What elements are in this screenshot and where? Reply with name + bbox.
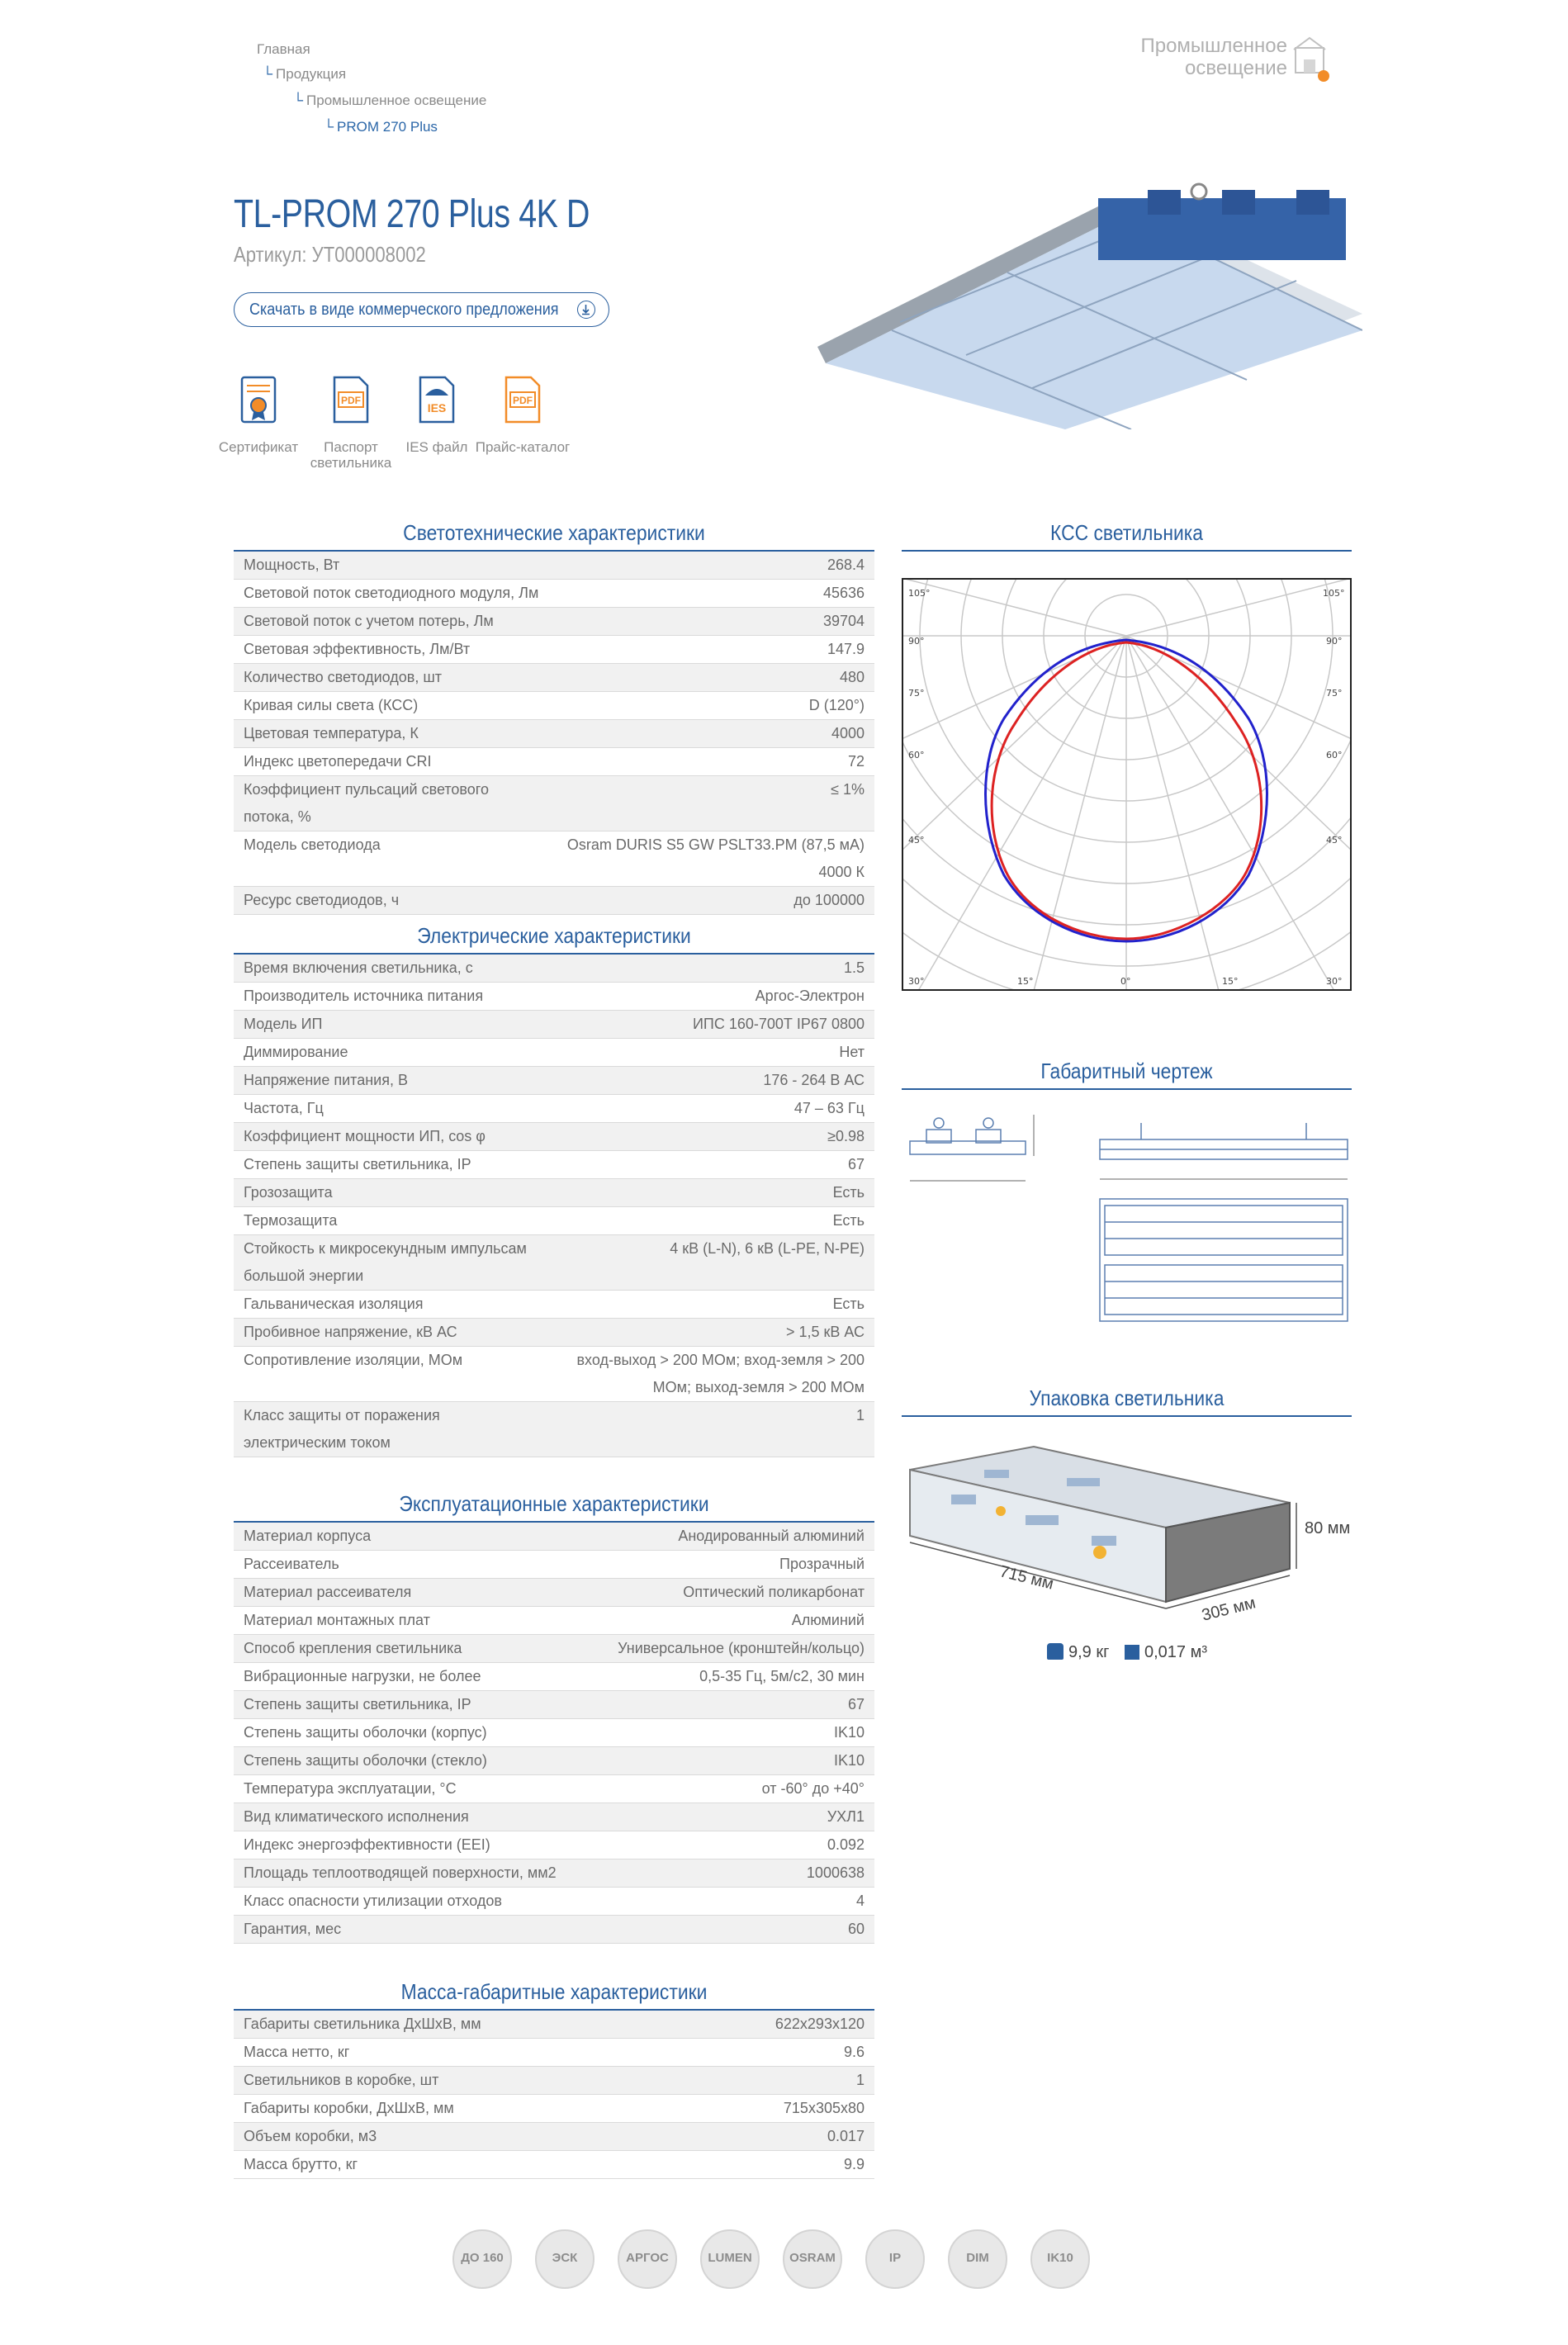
spec-label: Гарантия, мес <box>234 1916 590 1944</box>
kss-label: 30° <box>1326 976 1343 987</box>
spec-label: Напряжение питания, В <box>234 1067 554 1095</box>
category-label[interactable]: Промышленное освещение <box>1140 35 1287 79</box>
breadcrumb-home[interactable]: Главная <box>257 41 310 57</box>
spec-label: Количество светодиодов, шт <box>234 664 549 692</box>
svg-text:IES: IES <box>427 401 447 415</box>
operation-spec-table <box>234 1523 874 1944</box>
divider <box>902 550 1352 552</box>
spec-value: 4 кВ (L-N), 6 кВ (L-PE, N-PE) <box>554 1235 874 1291</box>
warehouse-icon <box>1292 33 1334 83</box>
tree-branch-icon: └ <box>263 66 273 82</box>
spec-value: 4 <box>590 1888 874 1916</box>
table-row <box>234 2151 874 2179</box>
table-row <box>234 1235 874 1291</box>
spec-value: 176 - 264 В АС <box>554 1067 874 1095</box>
spec-value: 67 <box>590 1691 874 1719</box>
spec-value: 47 – 63 Гц <box>554 1095 874 1123</box>
section-title-light: Светотехнические характеристики <box>403 520 705 545</box>
package-width: 305 мм <box>1200 1594 1258 1625</box>
spec-label: Время включения светильника, с <box>234 955 554 983</box>
spec-label: Модель светодиода <box>234 831 549 887</box>
spec-value: D (120°) <box>549 692 874 720</box>
table-row <box>234 1123 874 1151</box>
spec-value: 1.5 <box>554 955 874 983</box>
spec-value: Оптический поликарбонат <box>590 1579 874 1607</box>
kss-label: 45° <box>908 835 925 846</box>
package-length: 715 мм <box>997 1562 1056 1594</box>
spec-value: Прозрачный <box>590 1551 874 1579</box>
spec-label: Материал корпуса <box>234 1523 590 1551</box>
spec-label: Диммирование <box>234 1039 554 1067</box>
spec-label: Коэффициент мощности ИП, cos φ <box>234 1123 554 1151</box>
logo-osram: OSRAM <box>783 2229 842 2289</box>
doc-passport[interactable] <box>301 376 400 471</box>
table-row <box>234 1319 874 1347</box>
logo-esk: ЭСК <box>535 2229 595 2289</box>
table-row <box>234 1579 874 1607</box>
spec-label: Световой поток светодиодного модуля, Лм <box>234 580 549 608</box>
spec-value: 268.4 <box>549 552 874 580</box>
spec-value: IK10 <box>590 1747 874 1775</box>
spec-label: Вид климатического исполнения <box>234 1803 590 1831</box>
doc-price-catalog[interactable] <box>473 376 572 455</box>
spec-label: Коэффициент пульсаций светового потока, % <box>234 776 549 831</box>
product-title: TL-PROM 270 Plus 4K D <box>234 192 590 236</box>
table-row <box>234 1607 874 1635</box>
spec-value: Анодированный алюминий <box>590 1523 874 1551</box>
spec-label: Световая эффективность, Лм/Вт <box>234 636 549 664</box>
spec-label: Грозозащита <box>234 1179 554 1207</box>
divider <box>902 1088 1352 1090</box>
table-row <box>234 1011 874 1039</box>
spec-label: Стойкость к микросекундным импульсам большой энергии <box>234 1235 554 1291</box>
table-row <box>234 1151 874 1179</box>
spec-label: Температура эксплуатации, °С <box>234 1775 590 1803</box>
svg-text:PDF: PDF <box>341 395 361 406</box>
spec-label: Вибрационные нагрузки, не более <box>234 1663 590 1691</box>
spec-value: 715x305x80 <box>684 2095 874 2123</box>
spec-value: 0.092 <box>590 1831 874 1859</box>
table-row <box>234 1888 874 1916</box>
breadcrumb-current: └ PROM 270 Plus <box>324 119 438 135</box>
mass-spec-table <box>234 2011 874 2179</box>
spec-value: Алюминий <box>590 1607 874 1635</box>
certificate-icon <box>239 376 278 425</box>
spec-value: 480 <box>549 664 874 692</box>
kss-label: 90° <box>1326 636 1343 647</box>
spec-value: 147.9 <box>549 636 874 664</box>
spec-label: Площадь теплоотводящей поверхности, мм2 <box>234 1859 590 1888</box>
spec-value: 9.6 <box>684 2039 874 2067</box>
product-image <box>801 182 1362 429</box>
table-row <box>234 1691 874 1719</box>
table-row <box>234 983 874 1011</box>
divider <box>902 1415 1352 1417</box>
table-row <box>234 2123 874 2151</box>
logo-argos: АРГОС <box>618 2229 677 2289</box>
spec-label: Габариты коробки, ДхШхВ, мм <box>234 2095 684 2123</box>
kss-label: 90° <box>908 636 925 647</box>
electrical-spec-table <box>234 955 874 1457</box>
spec-label: Степень защиты оболочки (корпус) <box>234 1719 590 1747</box>
table-row <box>234 1859 874 1888</box>
table-row <box>234 664 874 692</box>
spec-label: Пробивное напряжение, кВ АС <box>234 1319 554 1347</box>
svg-text:PDF: PDF <box>513 395 533 406</box>
kss-label: 105° <box>908 588 931 599</box>
table-row <box>234 1095 874 1123</box>
light-spec-table <box>234 552 874 915</box>
ies-icon <box>417 376 457 425</box>
spec-label: Светильников в коробке, шт <box>234 2067 684 2095</box>
spec-value: ≥0.98 <box>554 1123 874 1151</box>
spec-value: 1 <box>684 2067 874 2095</box>
table-row <box>234 1831 874 1859</box>
box-icon <box>1125 1645 1139 1660</box>
spec-label: Индекс энергоэффективности (EEI) <box>234 1831 590 1859</box>
spec-label: Ресурс светодиодов, ч <box>234 887 549 915</box>
table-row <box>234 2095 874 2123</box>
doc-label: IES файл <box>405 439 468 455</box>
spec-label: Производитель источника питания <box>234 983 554 1011</box>
spec-label: Индекс цветопередачи CRI <box>234 748 549 776</box>
spec-value: 0,5-35 Гц, 5м/с2, 30 мин <box>590 1663 874 1691</box>
spec-value: Osram DURIS S5 GW PSLT33.PM (87,5 мА) 4000 К <box>549 831 874 887</box>
table-row <box>234 1039 874 1067</box>
download-icon <box>577 301 595 319</box>
kss-label: 60° <box>908 750 925 760</box>
breadcrumb-industrial[interactable]: └ Промышленное освещение <box>293 92 487 108</box>
table-row <box>234 1551 874 1579</box>
weight-icon <box>1047 1643 1063 1660</box>
section-title-mass: Масса-габаритные характеристики <box>400 1979 708 2004</box>
table-row <box>234 552 874 580</box>
package-volume: 0,017 м³ <box>1125 1643 1207 1662</box>
spec-label: Сопротивление изоляции, МОм <box>234 1347 554 1402</box>
doc-label: Сертификат <box>218 439 299 455</box>
spec-label: Степень защиты светильника, IP <box>234 1151 554 1179</box>
spec-label: Масса нетто, кг <box>234 2039 684 2067</box>
spec-label: Кривая силы света (КСС) <box>234 692 549 720</box>
dimensional-drawing <box>902 1106 1352 1329</box>
spec-label: Мощность, Вт <box>234 552 549 580</box>
spec-label: Габариты светильника ДхШхВ, мм <box>234 2011 684 2039</box>
download-offer-label: Скачать в виде коммерческого предложения <box>249 301 559 319</box>
table-row <box>234 2039 874 2067</box>
doc-certificate[interactable] <box>209 376 308 455</box>
package-height: 80 мм <box>1305 1519 1351 1537</box>
table-row <box>234 1803 874 1831</box>
spec-label: Масса брутто, кг <box>234 2151 684 2179</box>
spec-value: 622x293x120 <box>684 2011 874 2039</box>
logo-dim: DIM <box>948 2229 1007 2289</box>
doc-label: Прайс-каталог <box>475 439 571 455</box>
spec-value: 39704 <box>549 608 874 636</box>
spec-value: 1000638 <box>590 1859 874 1888</box>
spec-value: 45636 <box>549 580 874 608</box>
table-row <box>234 608 874 636</box>
spec-value: ИПС 160-700Т IP67 0800 <box>554 1011 874 1039</box>
spec-label: Модель ИП <box>234 1011 554 1039</box>
spec-label: Степень защиты оболочки (стекло) <box>234 1747 590 1775</box>
section-title-kss: КСС светильника <box>1050 520 1203 545</box>
spec-value: 72 <box>549 748 874 776</box>
table-row <box>234 1067 874 1095</box>
spec-value: УХЛ1 <box>590 1803 874 1831</box>
spec-value: 60 <box>590 1916 874 1944</box>
spec-value: Универсальное (кронштейн/кольцо) <box>590 1635 874 1663</box>
spec-value: IK10 <box>590 1719 874 1747</box>
table-row <box>234 2067 874 2095</box>
spec-label: Класс опасности утилизации отходов <box>234 1888 590 1916</box>
table-row <box>234 748 874 776</box>
spec-value: Аргос-Электрон <box>554 983 874 1011</box>
table-row <box>234 1207 874 1235</box>
table-row <box>234 1523 874 1551</box>
table-row <box>234 1291 874 1319</box>
kss-label: 60° <box>1326 750 1343 760</box>
spec-value: от -60° до +40° <box>590 1775 874 1803</box>
spec-value: 9.9 <box>684 2151 874 2179</box>
table-row <box>234 1635 874 1663</box>
table-row <box>234 1719 874 1747</box>
table-row <box>234 776 874 831</box>
pdf-icon <box>331 376 371 425</box>
section-title-electrical: Электрические характеристики <box>417 923 691 948</box>
spec-value: до 100000 <box>549 887 874 915</box>
logo-lumen: LUMEN <box>700 2229 760 2289</box>
table-row <box>234 580 874 608</box>
table-row <box>234 636 874 664</box>
spec-label: Материал рассеивателя <box>234 1579 590 1607</box>
spec-value: вход-выход > 200 МОм; вход-земля > 200 МОм; выход-земля > 200 МОм <box>554 1347 874 1402</box>
table-row <box>234 831 874 887</box>
table-row <box>234 1402 874 1457</box>
spec-value: Нет <box>554 1039 874 1067</box>
package-image <box>902 1437 1352 1627</box>
kss-label: 15° <box>1222 976 1239 987</box>
spec-label: Рассеиватель <box>234 1551 590 1579</box>
spec-label: Материал монтажных плат <box>234 1607 590 1635</box>
section-title-drawing: Габаритный чертеж <box>1040 1059 1213 1083</box>
product-article: Артикул: УТ000008002 <box>234 242 426 267</box>
spec-value: 1 <box>554 1402 874 1457</box>
table-row <box>234 955 874 983</box>
spec-label: Термозащита <box>234 1207 554 1235</box>
spec-value: ≤ 1% <box>549 776 874 831</box>
spec-value: Есть <box>554 1179 874 1207</box>
spec-label: Частота, Гц <box>234 1095 554 1123</box>
tree-branch-icon: └ <box>324 119 334 135</box>
table-row <box>234 692 874 720</box>
spec-value: > 1,5 кВ АС <box>554 1319 874 1347</box>
logo-ip: IP <box>865 2229 925 2289</box>
spec-label: Гальваническая изоляция <box>234 1291 554 1319</box>
kss-label: 75° <box>1326 688 1343 699</box>
kss-label: 15° <box>1017 976 1034 987</box>
kss-label: 30° <box>908 976 925 987</box>
spec-value: 0.017 <box>684 2123 874 2151</box>
doc-ies[interactable] <box>387 376 486 455</box>
kss-label: 0° <box>1120 976 1131 987</box>
table-row <box>234 720 874 748</box>
kss-label: 75° <box>908 688 925 699</box>
download-offer-button[interactable] <box>234 292 609 327</box>
package-weight: 9,9 кг <box>1047 1643 1109 1662</box>
spec-label: Степень защиты светильника, IP <box>234 1691 590 1719</box>
logo-do160: ДО 160 <box>452 2229 512 2289</box>
logo-ik10: IK10 <box>1030 2229 1090 2289</box>
table-row <box>234 1916 874 1944</box>
table-row <box>234 1663 874 1691</box>
spec-value: Есть <box>554 1207 874 1235</box>
breadcrumb-products[interactable]: └ Продукция <box>263 66 347 82</box>
spec-label: Способ крепления светильника <box>234 1635 590 1663</box>
section-title-package: Упаковка светильника <box>1029 1386 1225 1410</box>
table-row <box>234 1179 874 1207</box>
table-row <box>234 1775 874 1803</box>
spec-label: Класс защиты от поражения электрическим током <box>234 1402 554 1457</box>
spec-value: 4000 <box>549 720 874 748</box>
kss-label: 45° <box>1326 835 1343 846</box>
table-row <box>234 887 874 915</box>
pdf-icon <box>503 376 542 425</box>
tree-branch-icon: └ <box>293 92 304 108</box>
table-row <box>234 1347 874 1402</box>
table-row <box>234 2011 874 2039</box>
kss-label: 105° <box>1323 588 1345 599</box>
table-row <box>234 1747 874 1775</box>
spec-label: Цветовая температура, К <box>234 720 549 748</box>
spec-value: Есть <box>554 1291 874 1319</box>
spec-value: 67 <box>554 1151 874 1179</box>
doc-label: Паспорт светильника <box>310 439 392 471</box>
section-title-operation: Эксплуатационные характеристики <box>399 1491 709 1516</box>
spec-label: Объем коробки, м3 <box>234 2123 684 2151</box>
spec-label: Световой поток с учетом потерь, Лм <box>234 608 549 636</box>
kss-polar-diagram <box>902 578 1352 991</box>
